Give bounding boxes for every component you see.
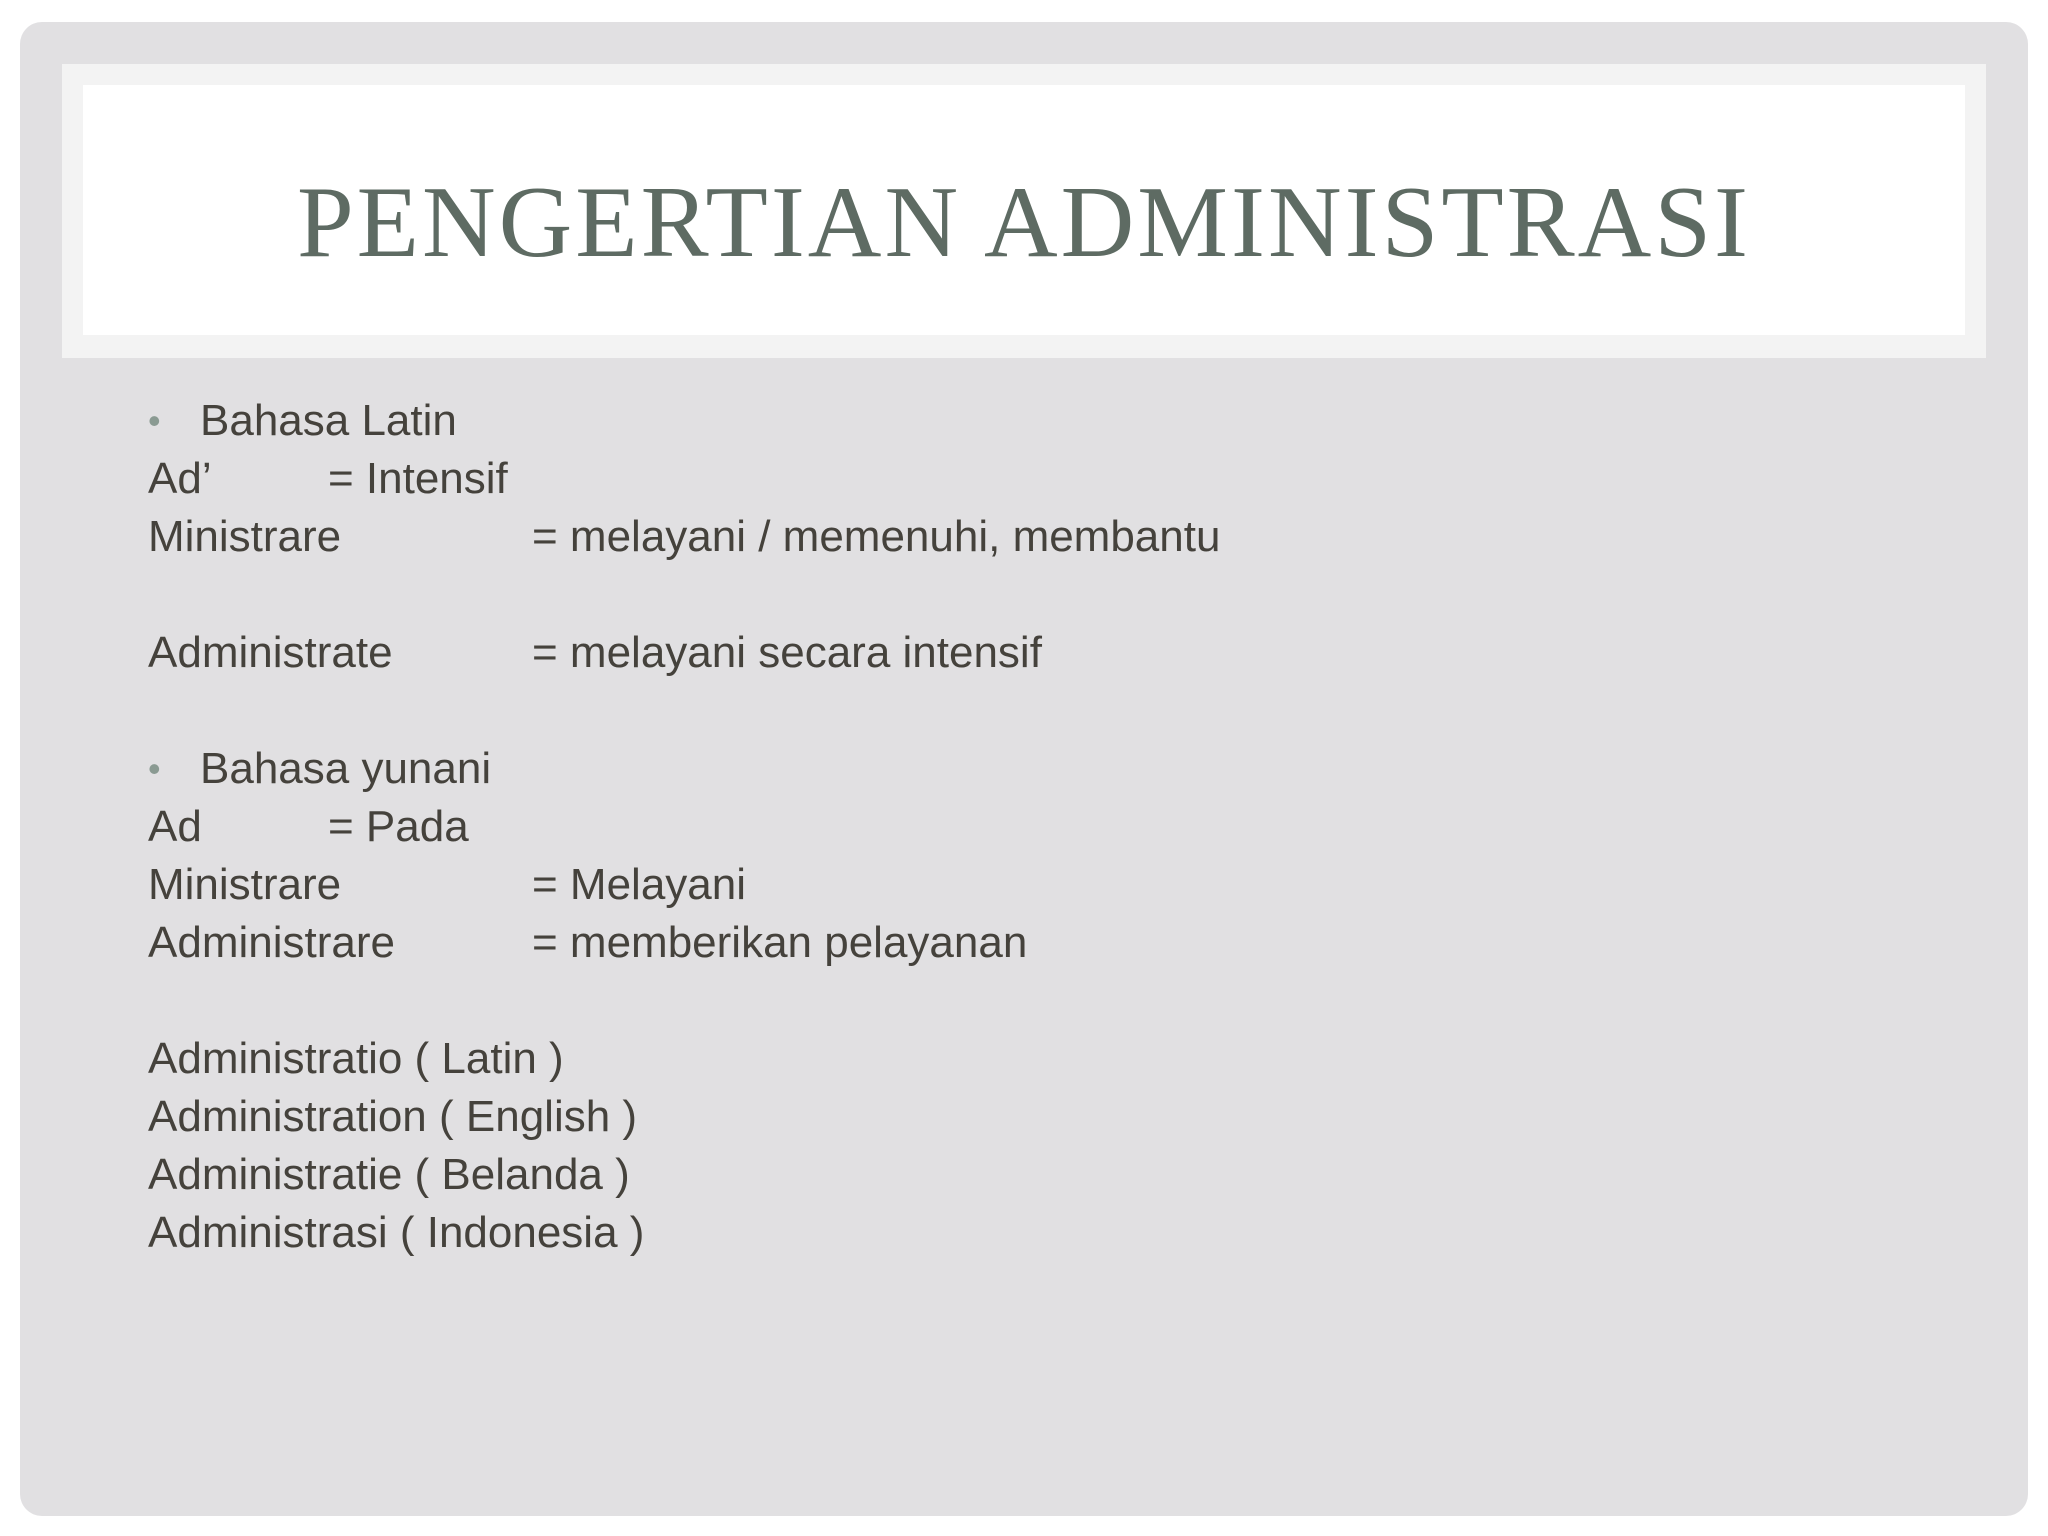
- definition-row: [148, 508, 1221, 566]
- definition-row: [148, 798, 644, 856]
- spacer: [148, 566, 644, 624]
- bullet-item-latin: [148, 392, 644, 450]
- bullet-item-yunani: [148, 740, 644, 798]
- definition-row: [148, 856, 747, 914]
- definition-row: [148, 624, 1042, 682]
- definition: = melayani secara intensif: [532, 628, 1042, 677]
- slide-title: PENGERTIAN ADMINISTRASI: [296, 165, 1752, 279]
- spacer: [148, 972, 644, 1030]
- slide-content: [148, 392, 1221, 1262]
- term: Administrare: [148, 918, 395, 967]
- term: Ad: [148, 802, 202, 851]
- definition: = melayani / memenuhi, membantu: [532, 512, 1221, 561]
- definition: = Pada: [328, 802, 469, 851]
- translation-line: Administratie ( Belanda ): [148, 1150, 630, 1199]
- definition: = Intensif: [328, 454, 508, 503]
- bullet-icon: •: [148, 400, 161, 441]
- translation-line: Administratio ( Latin ): [148, 1034, 564, 1083]
- translation-line: Administrasi ( Indonesia ): [148, 1208, 645, 1257]
- title-box: [83, 85, 1965, 335]
- term: Administrate: [148, 628, 393, 677]
- definition: = Melayani: [532, 860, 747, 909]
- term: Ministrare: [148, 860, 342, 909]
- bullet-icon: •: [148, 748, 161, 789]
- spacer: [148, 682, 644, 740]
- term: Ad’: [148, 454, 212, 503]
- slide: [20, 22, 2028, 1516]
- definition-row: [148, 914, 1028, 972]
- bullet-heading-yunani: Bahasa yunani: [200, 744, 492, 793]
- term: Ministrare: [148, 512, 342, 561]
- translation-line: Administration ( English ): [148, 1092, 638, 1141]
- definition: = memberikan pelayanan: [532, 918, 1028, 967]
- definition-row: [148, 450, 644, 508]
- bullet-heading-latin: Bahasa Latin: [200, 396, 457, 445]
